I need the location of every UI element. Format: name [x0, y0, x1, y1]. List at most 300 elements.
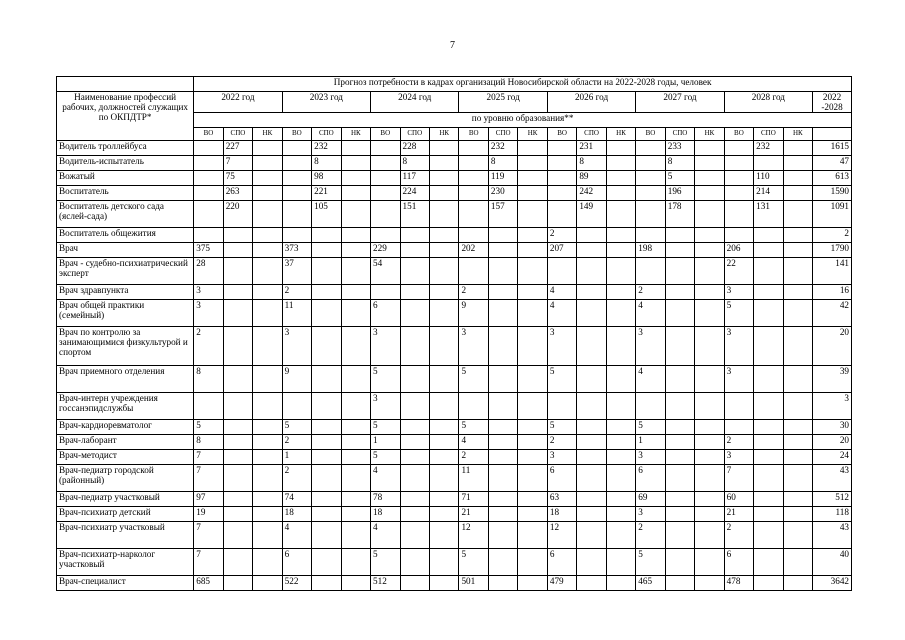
value-cell	[459, 186, 488, 201]
value-cell	[371, 285, 400, 300]
value-cell: 232	[754, 141, 783, 156]
value-cell	[783, 366, 812, 393]
value-cell	[577, 522, 606, 549]
value-cell: 375	[194, 243, 223, 258]
value-cell: 18	[282, 507, 311, 522]
value-cell: 74	[282, 492, 311, 507]
value-cell	[518, 435, 547, 450]
value-cell	[488, 420, 517, 435]
value-cell	[341, 420, 370, 435]
value-cell: 7	[194, 450, 223, 465]
value-cell	[488, 450, 517, 465]
value-cell: 4	[636, 300, 665, 327]
value-cell: 3	[371, 327, 400, 366]
value-cell	[783, 450, 812, 465]
table-row	[57, 450, 852, 465]
value-cell	[783, 393, 812, 420]
value-cell: 4	[371, 465, 400, 492]
value-cell	[194, 156, 223, 171]
value-cell: 131	[754, 201, 783, 228]
profession-name-cell: Врач общей практики (семейный)	[57, 300, 194, 327]
value-cell: 2	[547, 435, 576, 450]
value-cell	[312, 258, 341, 285]
value-cell	[253, 141, 282, 156]
profession-name-cell: Врач-специалист	[57, 576, 194, 591]
value-cell	[312, 228, 341, 243]
value-cell: 6	[371, 300, 400, 327]
value-cell	[400, 465, 429, 492]
value-cell	[488, 492, 517, 507]
total-cell: 118	[813, 507, 852, 522]
table-row	[57, 522, 852, 549]
total-cell: 3	[813, 393, 852, 420]
value-cell	[518, 507, 547, 522]
value-cell: 501	[459, 576, 488, 591]
total-cell: 3642	[813, 576, 852, 591]
value-cell: 8	[488, 156, 517, 171]
value-cell	[429, 450, 458, 465]
value-cell	[665, 549, 694, 576]
value-cell	[194, 186, 223, 201]
value-cell: 12	[459, 522, 488, 549]
value-cell	[282, 201, 311, 228]
value-cell	[253, 327, 282, 366]
total-cell: 20	[813, 327, 852, 366]
value-cell	[606, 522, 635, 549]
value-cell	[518, 285, 547, 300]
value-cell	[253, 420, 282, 435]
value-cell	[577, 420, 606, 435]
table-row	[57, 549, 852, 576]
value-cell: 11	[282, 300, 311, 327]
value-cell: 60	[724, 492, 753, 507]
value-cell: 69	[636, 492, 665, 507]
value-cell	[606, 186, 635, 201]
value-cell	[400, 228, 429, 243]
value-cell	[724, 420, 753, 435]
value-cell	[577, 507, 606, 522]
value-cell	[341, 327, 370, 366]
value-cell	[429, 285, 458, 300]
sublevel-header: ВО	[459, 128, 488, 141]
value-cell	[606, 171, 635, 186]
value-cell: 54	[371, 258, 400, 285]
value-cell: 5	[371, 549, 400, 576]
profession-name-cell: Врач-лаборант	[57, 435, 194, 450]
value-cell	[400, 492, 429, 507]
value-cell	[754, 450, 783, 465]
value-cell	[606, 393, 635, 420]
sublevel-header: СПО	[665, 128, 694, 141]
profession-name-cell: Врач-психиатр-нарколог участковый	[57, 549, 194, 576]
value-cell	[194, 201, 223, 228]
value-cell: 233	[665, 141, 694, 156]
value-cell	[341, 243, 370, 258]
value-cell	[282, 228, 311, 243]
value-cell	[577, 435, 606, 450]
value-cell	[371, 201, 400, 228]
value-cell	[282, 156, 311, 171]
value-cell: 98	[312, 171, 341, 186]
value-cell: 7	[194, 522, 223, 549]
value-cell	[518, 171, 547, 186]
value-cell	[253, 576, 282, 591]
value-cell	[194, 393, 223, 420]
value-cell: 19	[194, 507, 223, 522]
value-cell	[577, 393, 606, 420]
value-cell	[400, 522, 429, 549]
value-cell: 207	[547, 243, 576, 258]
table-row	[57, 420, 852, 435]
value-cell	[783, 156, 812, 171]
value-cell	[665, 420, 694, 435]
value-cell: 21	[459, 507, 488, 522]
value-cell	[400, 576, 429, 591]
value-cell: 3	[724, 285, 753, 300]
value-cell	[606, 576, 635, 591]
total-cell: 1615	[813, 141, 852, 156]
value-cell	[577, 576, 606, 591]
value-cell: 3	[724, 450, 753, 465]
value-cell: 37	[282, 258, 311, 285]
value-cell	[606, 258, 635, 285]
value-cell	[253, 258, 282, 285]
value-cell: 9	[459, 300, 488, 327]
profession-name-cell: Врач-кардиоревматолог	[57, 420, 194, 435]
profession-name-cell: Воспитатель	[57, 186, 194, 201]
value-cell: 4	[371, 522, 400, 549]
value-cell	[606, 507, 635, 522]
value-cell	[547, 186, 576, 201]
value-cell	[695, 420, 724, 435]
table-row	[57, 141, 852, 156]
year-header: 2028 год	[724, 92, 812, 113]
value-cell	[665, 492, 694, 507]
profession-name-cell: Врач-психиатр детский	[57, 507, 194, 522]
sublevel-header: НК	[518, 128, 547, 141]
value-cell: 8	[194, 366, 223, 393]
value-cell: 5	[547, 366, 576, 393]
sublevel-header: СПО	[223, 128, 252, 141]
value-cell	[400, 435, 429, 450]
total-cell: 30	[813, 420, 852, 435]
value-cell	[783, 507, 812, 522]
value-cell	[253, 366, 282, 393]
value-cell	[223, 285, 252, 300]
value-cell	[459, 228, 488, 243]
value-cell	[341, 156, 370, 171]
value-cell	[518, 300, 547, 327]
value-cell: 196	[665, 186, 694, 201]
value-cell	[429, 420, 458, 435]
value-cell	[606, 300, 635, 327]
total-cell: 1091	[813, 201, 852, 228]
value-cell	[606, 465, 635, 492]
value-cell	[783, 285, 812, 300]
value-cell	[223, 507, 252, 522]
value-cell	[518, 156, 547, 171]
total-cell: 141	[813, 258, 852, 285]
value-cell	[695, 450, 724, 465]
value-cell	[518, 327, 547, 366]
value-cell	[518, 366, 547, 393]
value-cell	[636, 171, 665, 186]
year-header: 2022 год	[194, 92, 282, 113]
table-row	[57, 366, 852, 393]
value-cell	[400, 450, 429, 465]
value-cell: 151	[400, 201, 429, 228]
profession-name-cell: Врач-интерн учреждения госсанэпидслужбы	[57, 393, 194, 420]
value-cell	[371, 186, 400, 201]
value-cell	[282, 141, 311, 156]
value-cell	[341, 141, 370, 156]
value-cell: 2	[636, 285, 665, 300]
value-cell: 6	[547, 465, 576, 492]
value-cell: 63	[547, 492, 576, 507]
page-number: 7	[450, 40, 455, 51]
value-cell	[429, 492, 458, 507]
profession-name-cell: Водитель троллейбуса	[57, 141, 194, 156]
value-cell	[665, 243, 694, 258]
value-cell	[606, 243, 635, 258]
value-cell	[223, 465, 252, 492]
value-cell	[223, 549, 252, 576]
value-cell: 8	[400, 156, 429, 171]
value-cell: 2	[282, 465, 311, 492]
value-cell	[606, 549, 635, 576]
value-cell: 465	[636, 576, 665, 591]
value-cell	[577, 549, 606, 576]
value-cell	[429, 141, 458, 156]
value-cell	[459, 258, 488, 285]
total-cell: 39	[813, 366, 852, 393]
value-cell: 5	[459, 366, 488, 393]
value-cell: 110	[754, 171, 783, 186]
value-cell	[547, 258, 576, 285]
value-cell	[606, 435, 635, 450]
value-cell	[341, 201, 370, 228]
value-cell: 12	[547, 522, 576, 549]
value-cell: 2	[724, 522, 753, 549]
value-cell	[695, 522, 724, 549]
value-cell	[695, 243, 724, 258]
value-cell: 8	[312, 156, 341, 171]
value-cell: 2	[724, 435, 753, 450]
value-cell: 2	[194, 327, 223, 366]
value-cell	[754, 285, 783, 300]
value-cell	[695, 171, 724, 186]
value-cell	[606, 327, 635, 366]
year-header: 2027 год	[636, 92, 724, 113]
value-cell: 2	[636, 522, 665, 549]
value-cell: 232	[488, 141, 517, 156]
value-cell: 78	[371, 492, 400, 507]
value-cell	[518, 186, 547, 201]
value-cell	[371, 171, 400, 186]
value-cell	[783, 465, 812, 492]
value-cell	[312, 435, 341, 450]
value-cell	[488, 393, 517, 420]
value-cell	[518, 393, 547, 420]
value-cell: 478	[724, 576, 753, 591]
value-cell: 28	[194, 258, 223, 285]
value-cell	[754, 393, 783, 420]
value-cell	[429, 228, 458, 243]
value-cell: 117	[400, 171, 429, 186]
value-cell: 522	[282, 576, 311, 591]
value-cell	[518, 141, 547, 156]
value-cell: 4	[547, 300, 576, 327]
value-cell	[754, 492, 783, 507]
value-cell: 157	[488, 201, 517, 228]
value-cell	[223, 522, 252, 549]
value-cell: 3	[194, 285, 223, 300]
value-cell: 3	[636, 450, 665, 465]
value-cell	[754, 243, 783, 258]
value-cell: 3	[282, 327, 311, 366]
value-cell	[488, 285, 517, 300]
value-cell	[400, 243, 429, 258]
value-cell	[429, 258, 458, 285]
value-cell	[695, 327, 724, 366]
value-cell	[312, 465, 341, 492]
value-cell	[429, 507, 458, 522]
value-cell: 198	[636, 243, 665, 258]
value-cell: 11	[459, 465, 488, 492]
profession-name-cell: Врач здравпункта	[57, 285, 194, 300]
value-cell	[724, 393, 753, 420]
value-cell	[429, 300, 458, 327]
value-cell	[312, 300, 341, 327]
profession-name-cell: Врач по контролю за занимающимися физкультурой и спортом	[57, 327, 194, 366]
value-cell	[341, 522, 370, 549]
value-cell: 18	[547, 507, 576, 522]
value-cell: 75	[223, 171, 252, 186]
value-cell	[341, 549, 370, 576]
sublevel-header: СПО	[488, 128, 517, 141]
value-cell	[253, 549, 282, 576]
value-cell: 6	[282, 549, 311, 576]
value-cell	[518, 549, 547, 576]
value-cell	[429, 522, 458, 549]
header-row-forecast	[57, 77, 852, 92]
value-cell	[371, 228, 400, 243]
value-cell: 8	[665, 156, 694, 171]
value-cell: 6	[724, 549, 753, 576]
value-cell: 89	[577, 171, 606, 186]
table-row	[57, 171, 852, 186]
value-cell	[459, 156, 488, 171]
value-cell	[223, 576, 252, 591]
value-cell: 512	[371, 576, 400, 591]
value-cell	[253, 465, 282, 492]
value-cell	[400, 420, 429, 435]
value-cell	[695, 393, 724, 420]
table-row	[57, 327, 852, 366]
value-cell	[371, 141, 400, 156]
value-cell: 97	[194, 492, 223, 507]
value-cell	[488, 258, 517, 285]
table-row	[57, 576, 852, 591]
value-cell	[783, 171, 812, 186]
value-cell	[341, 228, 370, 243]
value-cell: 4	[636, 366, 665, 393]
value-cell	[754, 576, 783, 591]
total-cell: 20	[813, 435, 852, 450]
total-cell: 16	[813, 285, 852, 300]
value-cell	[577, 228, 606, 243]
value-cell	[695, 156, 724, 171]
value-cell	[695, 186, 724, 201]
value-cell: 3	[636, 507, 665, 522]
value-cell: 479	[547, 576, 576, 591]
value-cell	[400, 393, 429, 420]
value-cell	[341, 366, 370, 393]
total-cell: 613	[813, 171, 852, 186]
value-cell	[459, 201, 488, 228]
value-cell	[665, 258, 694, 285]
value-cell	[488, 549, 517, 576]
value-cell	[606, 366, 635, 393]
value-cell: 3	[724, 366, 753, 393]
value-cell	[312, 327, 341, 366]
value-cell	[518, 258, 547, 285]
value-cell	[636, 156, 665, 171]
value-cell	[429, 171, 458, 186]
profession-name-cell: Врач-психиатр участковый	[57, 522, 194, 549]
value-cell	[547, 201, 576, 228]
value-cell	[783, 258, 812, 285]
value-cell	[606, 285, 635, 300]
value-cell	[724, 141, 753, 156]
total-cell: 1790	[813, 243, 852, 258]
value-cell: 2	[282, 285, 311, 300]
value-cell	[312, 522, 341, 549]
value-cell	[488, 507, 517, 522]
value-cell	[636, 393, 665, 420]
value-cell	[488, 300, 517, 327]
value-cell: 5	[371, 420, 400, 435]
year-header: 2023 год	[282, 92, 370, 113]
value-cell	[253, 522, 282, 549]
value-cell	[547, 393, 576, 420]
value-cell	[665, 522, 694, 549]
value-cell	[577, 300, 606, 327]
value-cell	[223, 450, 252, 465]
value-cell	[253, 228, 282, 243]
value-cell	[695, 549, 724, 576]
table-row	[57, 201, 852, 228]
value-cell	[400, 258, 429, 285]
value-cell: 206	[724, 243, 753, 258]
value-cell	[488, 327, 517, 366]
value-cell	[488, 435, 517, 450]
value-cell	[518, 243, 547, 258]
value-cell	[253, 492, 282, 507]
value-cell	[783, 420, 812, 435]
value-cell	[312, 420, 341, 435]
value-cell	[665, 300, 694, 327]
profession-name-cell: Врач - судебно-психиатрический эксперт	[57, 258, 194, 285]
value-cell: 149	[577, 201, 606, 228]
sublevel-header: ВО	[371, 128, 400, 141]
table-row	[57, 186, 852, 201]
value-cell	[518, 228, 547, 243]
value-cell	[754, 435, 783, 450]
value-cell	[754, 327, 783, 366]
table-row	[57, 228, 852, 243]
value-cell	[253, 186, 282, 201]
